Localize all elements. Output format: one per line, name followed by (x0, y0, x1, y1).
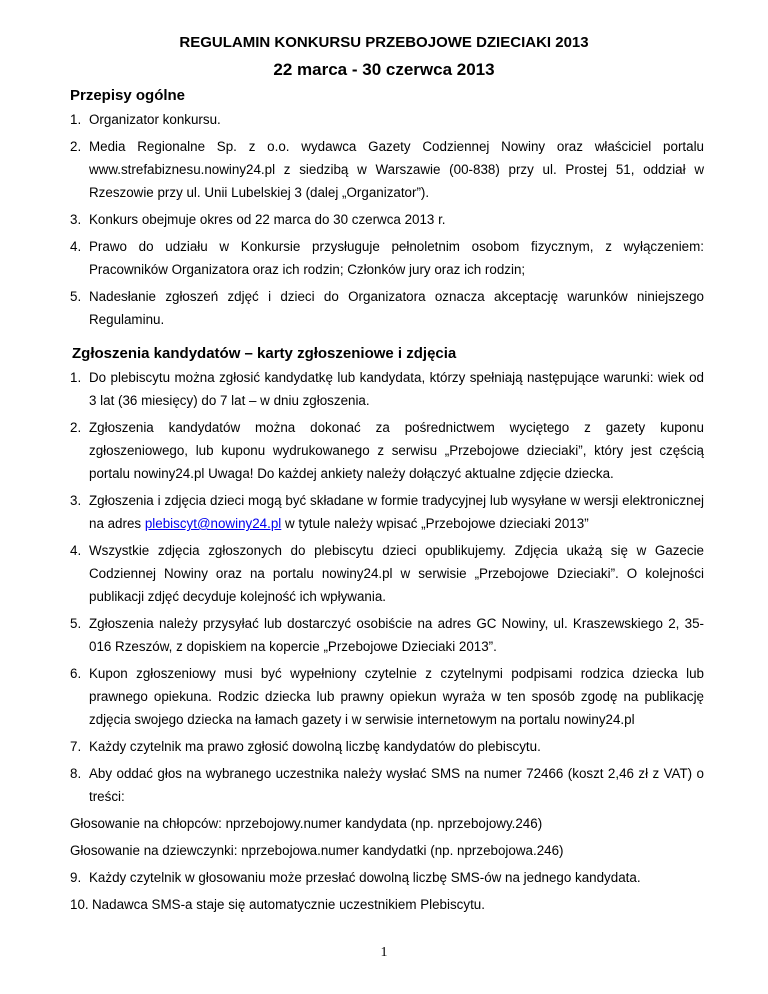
item-text: Media Regionalne Sp. z o.o. wydawca Gazety Codziennej Nowiny oraz właściciel portalu www.strefabiznesu.nowiny24.pl z siedzibą w Warszawie (00-838) przy ul. Prostej 51, oddział w Rzeszowie przy ul. Unii Lubelskiej 3 (dalej „Organizator”). (89, 139, 704, 200)
list-item (70, 893, 704, 916)
item-text: Każdy czytelnik w głosowaniu może przesłać dowolną liczbę SMS-ów na jednego kandydata. (89, 870, 641, 885)
list-item (70, 735, 704, 758)
list-item (70, 108, 704, 131)
section-heading-submissions: Zgłoszenia kandydatów – karty zgłoszeniowe i zdjęcia (72, 345, 457, 362)
list-item (70, 866, 704, 889)
item-text: Zgłoszenia należy przysyłać lub dostarczyć osobiście na adres GC Nowiny, ul. Kraszewskiego 2, 35-016 Rzeszów, z dopiskiem na kopercie „Przebojowe Dzieciaki 2013”. (89, 616, 704, 654)
list-item (70, 539, 704, 608)
item-number: 5. (70, 289, 82, 304)
list-item (70, 489, 704, 535)
item-text: Aby oddać głos na wybranego uczestnika należy wysłać SMS na numer 72466 (koszt 2,46 zł z VAT) o treści: (89, 766, 704, 804)
item-number: 2. (70, 420, 82, 435)
item-text: Prawo do udziału w Konkursie przysługuje pełnoletnim osobom fizycznym, z wyłączeniem: Pracowników Organizatora oraz ich rodzin; Członków jury oraz ich rodzin; (89, 239, 704, 277)
list-item (70, 762, 704, 808)
item-text: Do plebiscytu można zgłosić kandydatkę lub kandydata, którzy spełniają następujące warunki: wiek od 3 lat (36 miesięcy) do 7 lat – w dniu zgłoszenia. (89, 370, 704, 408)
document-title: REGULAMIN KONKURSU PRZEBOJOWE DZIECIAKI 2013 (179, 34, 589, 51)
email-link[interactable]: plebiscyt@nowiny24.pl (144, 516, 282, 531)
item-number: 3. (70, 212, 82, 227)
item-number: 9. (70, 870, 82, 885)
voting-boys-line: Głosowanie na chłopców: nprzebojowy.numer kandydata (np. nprzebojowy.246) (70, 816, 543, 831)
list-item (70, 366, 704, 412)
item-text-after-link: w tytule należy wpisać „Przebojowe dzieciaki 2013” (281, 516, 589, 531)
item-text: Nadesłanie zgłoszeń zdjęć i dzieci do Organizatora oznacza akceptację warunków niniejszego Regulaminu. (89, 289, 704, 327)
list-item (70, 416, 704, 485)
item-number: 8. (70, 766, 82, 781)
section-heading-general: Przepisy ogólne (70, 87, 186, 104)
list-item (70, 662, 704, 731)
list-item (70, 208, 704, 231)
item-text: Wszystkie zdjęcia zgłoszonych do plebiscytu dzieci opublikujemy. Zdjęcia ukażą się w Gazecie Codziennej Nowiny oraz na portalu nowiny24.pl w serwisie „Przebojowe Dzieciaki”. O kolejności publikacji zdjęć decyduje kolejność ich wpływania. (89, 543, 704, 604)
document-subtitle: 22 marca - 30 czerwca 2013 (273, 60, 495, 79)
page-number: 1 (380, 945, 388, 960)
general-rules-list (70, 108, 704, 335)
item-number: 7. (70, 739, 82, 754)
item-number: 1. (70, 112, 82, 127)
voting-girls-line: Głosowanie na dziewczynki: nprzebojowa.numer kandydatki (np. nprzebojowa.246) (70, 843, 564, 858)
item-number: 6. (70, 666, 82, 681)
item-text-before-link: Zgłoszenia i zdjęcia dzieci mogą być składane w formie tradycyjnej lub wysyłane w wersji elektronicznej na adres (89, 493, 704, 531)
item-number: 1. (70, 370, 82, 385)
item-number: 3. (70, 493, 82, 508)
list-item (70, 235, 704, 281)
item-number: 5. (70, 616, 82, 631)
item-text: Konkurs obejmuje okres od 22 marca do 30 czerwca 2013 r. (89, 212, 446, 227)
item-number: 4. (70, 543, 82, 558)
submission-rules-list (70, 366, 704, 920)
item-text: Każdy czytelnik ma prawo zgłosić dowolną liczbę kandydatów do plebiscytu. (89, 739, 541, 754)
item-text: Organizator konkursu. (89, 112, 221, 127)
item-number: 4. (70, 239, 82, 254)
item-text: Kupon zgłoszeniowy musi być wypełniony czytelnie z czytelnymi podpisami rodzica dziecka lub prawnego opiekuna. Rodzic dziecka lub prawny opiekun wyraża w ten sposób zgodę na publikację zdjęcia swojego dziecka na łamach gazety i w serwisie internetowym na portalu nowiny24.pl (89, 666, 704, 727)
item-text: Nadawca SMS-a staje się automatycznie uczestnikiem Plebiscytu. (92, 897, 485, 912)
list-item (70, 135, 704, 204)
item-text (89, 489, 704, 535)
list-item (70, 285, 704, 331)
list-item (70, 612, 704, 658)
item-number: 2. (70, 139, 82, 154)
item-number: 10. (70, 897, 89, 912)
item-text: Zgłoszenia kandydatów można dokonać za pośrednictwem wyciętego z gazety kuponu zgłoszeniowego, lub kuponu wydrukowanego z serwisu „Przebojowe dzieciaki”, który jest częścią portalu nowiny24.pl Uwaga! Do każdej ankiety należy dołączyć aktualne zdjęcie dziecka. (89, 420, 704, 481)
